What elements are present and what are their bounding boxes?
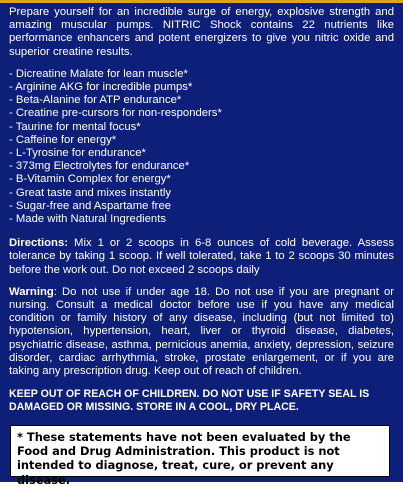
warning-text: : Do not use if under age 18. Do not use if you are pregnant or nursing. Consult a medical doctor before use if you have any medical condition or family history of any disease, including (but not limited to) hypotension, hypertension, heart, liver or thyroid disease, diabetes, psychiatric disease, asthma, pernicious anemia, anxiety, depression, seizure disorder, cardiac arrhythmia, stroke, prostate enlargement, or if you are taking any prescription drug. Keep out of reach of children.: [9, 285, 394, 378]
list-item: - Sugar-free and Aspartame free: [9, 199, 172, 212]
list-item: - Creatine pre-cursors for non-responders*: [9, 107, 222, 120]
feature-list: [9, 68, 394, 226]
list-item: - L-Tyrosine for endurance*: [9, 147, 146, 160]
directions-label: Directions:: [9, 237, 69, 250]
fda-disclaimer-box: * These statements have not been evaluated by the Food and Drug Administration. This product is not intended to diagnose, treat, cure, or prevent any disease.: [10, 425, 390, 477]
directions-text: Mix 1 or 2 scoops in 6-8 ounces of cold beverage. Assess tolerance by taking 1 scoop. If well tolerated, take 1 to 2 scoops 30 minutes before the work out. Do not exceed 2 scoops daily: [9, 237, 394, 276]
list-item: - Caffeine for energy*: [9, 133, 117, 146]
list-item: - 373mg Electrolytes for endurance*: [9, 160, 190, 173]
directions-section: [9, 237, 394, 277]
accent-border: [0, 0, 403, 3]
warning-section: [9, 286, 394, 378]
list-item: - Great taste and mixes instantly: [9, 186, 171, 199]
keep-out-notice: KEEP OUT OF REACH OF CHILDREN. DO NOT USE IF SAFETY SEAL IS DAMAGED OR MISSING. STORE IN A COOL, DRY PLACE.: [9, 388, 370, 414]
label-content: [9, 6, 394, 414]
list-item: - Taurine for mental focus*: [9, 120, 141, 133]
list-item: - Dicreatine Malate for lean muscle*: [9, 67, 188, 80]
list-item: - Beta-Alanine for ATP endurance*: [9, 94, 182, 107]
list-item: - B-Vitamin Complex for energy*: [9, 173, 171, 186]
warning-label: Warning: [9, 285, 54, 298]
intro-paragraph: Prepare yourself for an incredible surge of energy, explosive strength and amazing muscular pumps. NITRIC Shock contains 22 nutrients like performance enhancers and potent energizers to give you nitric oxide and superior creatine results.: [9, 6, 394, 58]
list-item: - Made with Natural Ingredients: [9, 213, 166, 226]
list-item: - Arginine AKG for incredible pumps*: [9, 81, 193, 94]
